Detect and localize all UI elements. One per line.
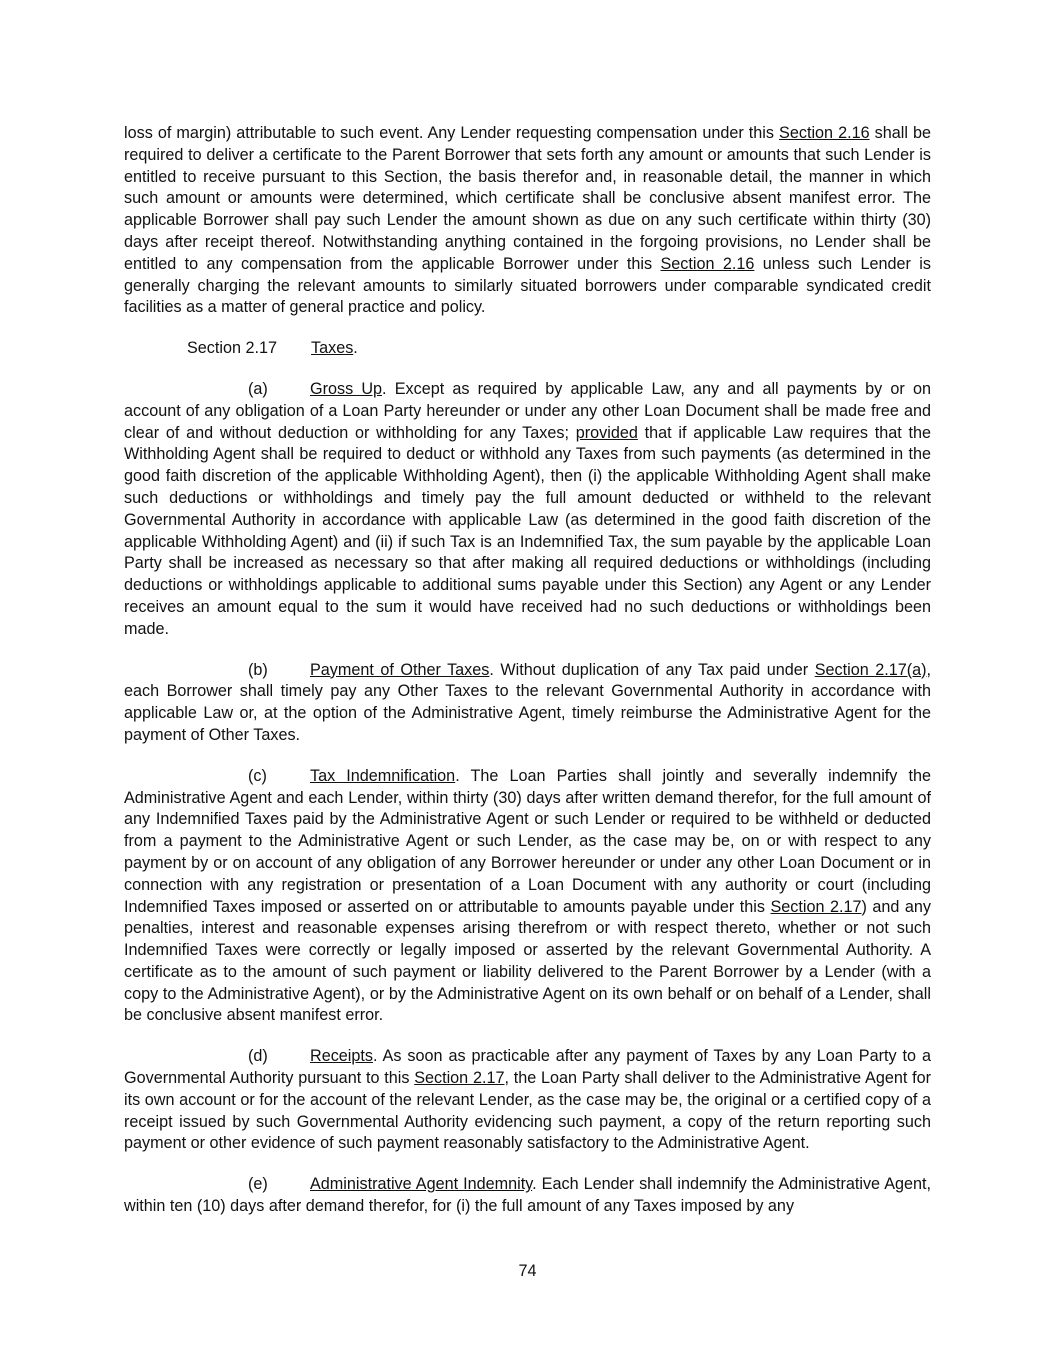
item-b-text-2: , each Borrower shall timely pay any Other Taxes to the relevant Governmental Authority in accordance with applicable Law or, at the option of the Administrative Agent, timely reimburse the Administrative Agent for the payment of Other Taxes.	[124, 660, 931, 744]
section-title: Taxes	[311, 339, 354, 358]
item-label-e: (e)	[248, 1175, 268, 1194]
item-heading-payment-of-other-taxes: Payment of Other Taxes	[310, 660, 490, 679]
paragraph-c	[124, 766, 931, 1028]
item-heading-gross-up: Gross Up	[310, 379, 383, 398]
section-reference-2-16: Section 2.16	[660, 254, 755, 273]
paragraph-d	[124, 1046, 931, 1155]
item-heading-tax-indemnification: Tax Indemnification	[310, 766, 456, 785]
item-a-text-1: . Except as required by applicable Law, any and all payments by or on account of any obligation of a Loan Party hereunder or under any other Loan Document shall be made free and clear of and without deduction or withholding for any Taxes;	[124, 379, 931, 442]
section-reference-2-17: Section 2.17	[414, 1069, 505, 1088]
section-reference-2-17a: Section 2.17(a)	[814, 660, 927, 679]
item-label-a: (a)	[248, 379, 268, 398]
item-b-text-1: . Without duplication of any Tax paid under	[489, 660, 815, 679]
item-label-c: (c)	[248, 766, 267, 785]
item-a-text-2: that if applicable Law requires that the Withholding Agent shall be required to deduct or withhold any Taxes from such payments (as determined in the good faith discretion of the applicable Withholding Agent), then (i) the applicable Withholding Agent shall make such deductions or withholdings and timely pay the full amount deducted or withheld to the relevant Governmental Authority in accordance with applicable Law (as determined in the good faith discretion of the applicable Withholding Agent) and (ii) if such Tax is an Indemnified Tax, the sum payable by the applicable Loan Party shall be increased as necessary so that after making all required deductions or withholdings (including deductions or withholdings applicable to additional sums payable under this Section) any Agent or any Lender receives an amount equal to the sum it would have received had no such deductions or withholdings been made.	[124, 423, 931, 638]
provided-term: provided	[575, 423, 638, 442]
paragraph-a	[124, 379, 931, 641]
item-heading-receipts: Receipts	[310, 1047, 373, 1066]
document-page	[124, 123, 931, 1237]
section-title-punctuation: .	[353, 339, 358, 358]
section-reference-2-16: Section 2.16	[779, 124, 870, 142]
item-e-text-1: . Each Lender shall indemnify the Administrative Agent, within ten (10) days after demand therefor, for (i) the full amount of any Taxes imposed by any	[124, 1175, 931, 1216]
page-number: 74	[518, 1262, 537, 1280]
item-label-b: (b)	[248, 660, 268, 679]
section-heading	[124, 338, 931, 360]
intro-text-3: unless such Lender is generally charging the relevant amounts to similarly situated borrowers under comparable syndicated credit facilities as a matter of general practice and policy.	[124, 254, 931, 317]
paragraph-e	[124, 1174, 931, 1218]
item-c-text-2: ) and any penalties, interest and reasonable expenses arising therefrom or with respect thereto, whether or not such Indemnified Taxes were correctly or legally imposed or asserted by the relevant Governmental Authority. A certificate as to the amount of such payment or liability delivered to the Parent Borrower by a Lender (with a copy to the Administrative Agent), or by the Administrative Agent on its own behalf or on behalf of a Lender, shall be conclusive absent manifest error.	[124, 897, 932, 1025]
intro-text-1: loss of margin) attributable to such event. Any Lender requesting compensation under this	[124, 124, 780, 142]
intro-text-2: shall be required to deliver a certificate to the Parent Borrower that sets forth any amount or amounts that such Lender is entitled to receive pursuant to this Section, the basis therefor and, in reasonable detail, the manner in which such amount or amounts were determined, which certificate shall be conclusive absent manifest error. The applicable Borrower shall pay such Lender the amount shown as due on any such certificate within thirty (30) days after receipt thereof. Notwithstanding anything contained in the forgoing provisions, no Lender shall be entitled to any compensation from the applicable Borrower under this	[124, 124, 931, 273]
item-c-text-1: . The Loan Parties shall jointly and severally indemnify the Administrative Agent and each Lender, within thirty (30) days after written demand therefor, for the full amount of any Indemnified Taxes paid by the Administrative Agent or such Lender or required to be withheld or deducted from a payment to the Administrative Agent or such Lender, as the case may be, on or with respect to any payment by or on account of any obligation of any Borrower hereunder or under any other Loan Document or in connection with any registration or presentation of a Loan Document with any authority or court (including Indemnified Taxes imposed or asserted on or attributable to amounts payable under this	[124, 766, 931, 916]
item-d-text-2: , the Loan Party shall deliver to the Administrative Agent for its own account or for the account of the relevant Lender, as the case may be, the original or a certified copy of a receipt issued by such Governmental Authority evidencing such payment, a copy of the return reporting such payment or other evidence of such payment reasonably satisfactory to the Administrative Agent.	[124, 1069, 931, 1153]
paragraph-b	[124, 660, 931, 747]
item-heading-administrative-agent-indemnity: Administrative Agent Indemnity	[310, 1175, 533, 1194]
intro-paragraph	[124, 123, 931, 319]
section-reference-2-17: Section 2.17	[770, 897, 862, 916]
section-number: Section 2.17	[187, 339, 277, 358]
item-d-text-1: . As soon as practicable after any payment of Taxes by any Loan Party to a Governmental Authority pursuant to this	[124, 1047, 931, 1088]
item-label-d: (d)	[248, 1047, 268, 1066]
